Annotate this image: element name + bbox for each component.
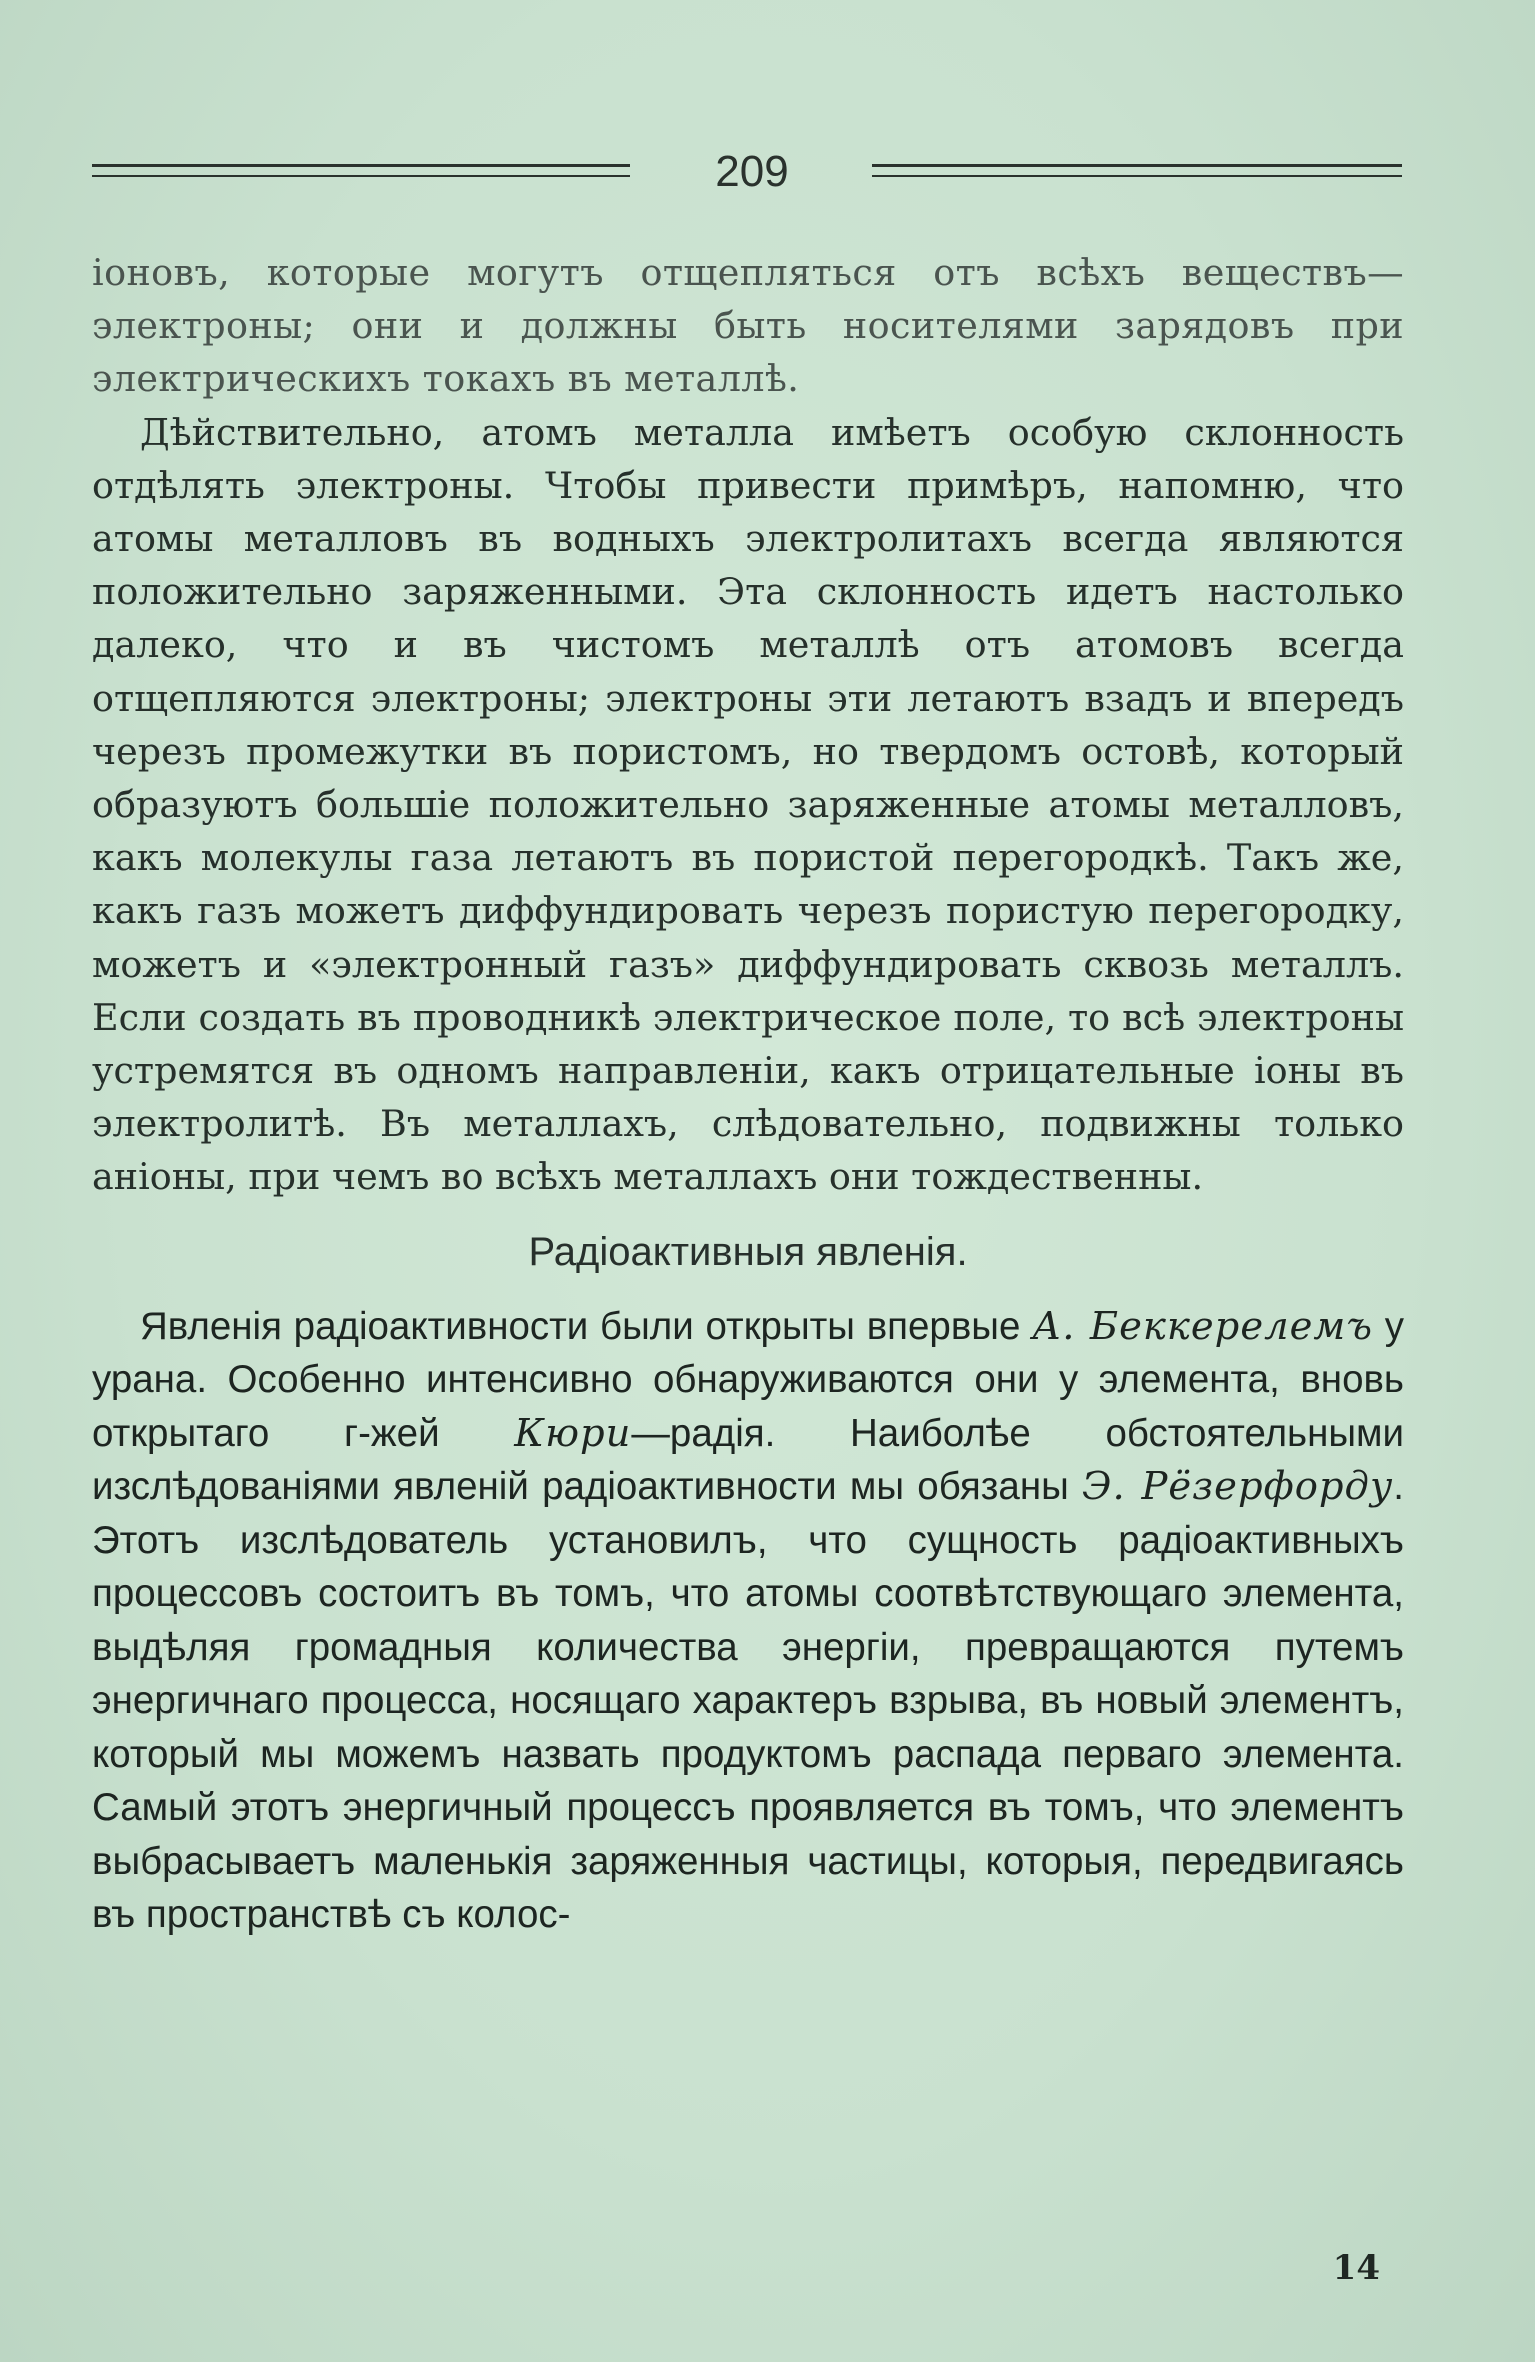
author-name-rutherford: Э. Рёзерфорду (1082, 1464, 1394, 1510)
section-heading: Радіоактивныя явленія. (528, 1229, 968, 1274)
printer-signature-mark: 14 (1332, 2248, 1380, 2288)
paragraph-text: —радія. Наиболѣе обстоятельными изслѣдованіями явленій радіоактивности мы обязаны (92, 1411, 1405, 1509)
paragraph-text: Явленія радіоактивности были открыты впервые (140, 1304, 1033, 1348)
author-name-curie: Кюри (514, 1410, 632, 1456)
paragraph-continuation: іоновъ, которые могутъ отщепляться отъ всѣхъ веществъ—электроны; они и должны быть носителями зарядовъ при электрическихъ токахъ въ металлѣ. (92, 251, 1404, 401)
page-number: 209 (715, 147, 789, 196)
paragraph-text: . Этотъ изслѣдователь установилъ, что сущность радіоактивныхъ процессовъ состоитъ въ томъ, что атомы соотвѣтствующаго элемента, выдѣляя громадныя количества энергіи, превращаются путемъ энергичнаго процесса, носящаго характеръ взрыва, въ новый элементъ, который мы можемъ назвать продуктомъ распада перваго элемента. Самый этотъ энергичный процессъ проявляется въ томъ, что элементъ выбрасываетъ маленькія заряженныя частицы, которыя, передвигаясь въ пространствѣ съ колос- (92, 1465, 1404, 1937)
paragraph-text: у урана. Особенно интенсивно обнаруживаются они у элемента, вновь открытаго г-жей (92, 1304, 1404, 1455)
page-header (92, 148, 1402, 198)
author-name-becquerel: А. Беккерелемъ (1032, 1303, 1373, 1349)
header-rule-left (92, 164, 630, 177)
body-text (92, 246, 1404, 1942)
paragraph-metal-electrons: Дѣйствительно, атомъ металла имѣетъ особую склонность отдѣлять электроны. Чтобы привести примѣръ, напомню, что атомы металловъ въ водныхъ электролитахъ всегда являются положительно заряженными. Эта склонность идетъ настолько далеко, что и въ чистомъ металлѣ отъ атомовъ всегда отщепляются электроны; электроны эти летаютъ взадъ и впередъ черезъ промежутки въ пористомъ, но твердомъ остовѣ, который образуютъ большіе положительно заряженные атомы металловъ, какъ молекулы газа летаютъ въ пористой перегородкѣ. Такъ же, какъ газъ можетъ диффундировать черезъ пористую перегородку, можетъ и «электронный газъ» диффундировать сквозь металлъ. Если создать въ проводникѣ электрическое поле, то всѣ электроны устремятся въ одномъ направленіи, какъ отрицательные іоны въ электролитѣ. Въ металлахъ, слѣдовательно, подвижны только аніоны, при чемъ во всѣхъ металлахъ они тождественны. (92, 410, 1404, 1199)
header-rule-right (872, 164, 1402, 177)
paragraph-radioactivity (92, 1300, 1404, 1942)
